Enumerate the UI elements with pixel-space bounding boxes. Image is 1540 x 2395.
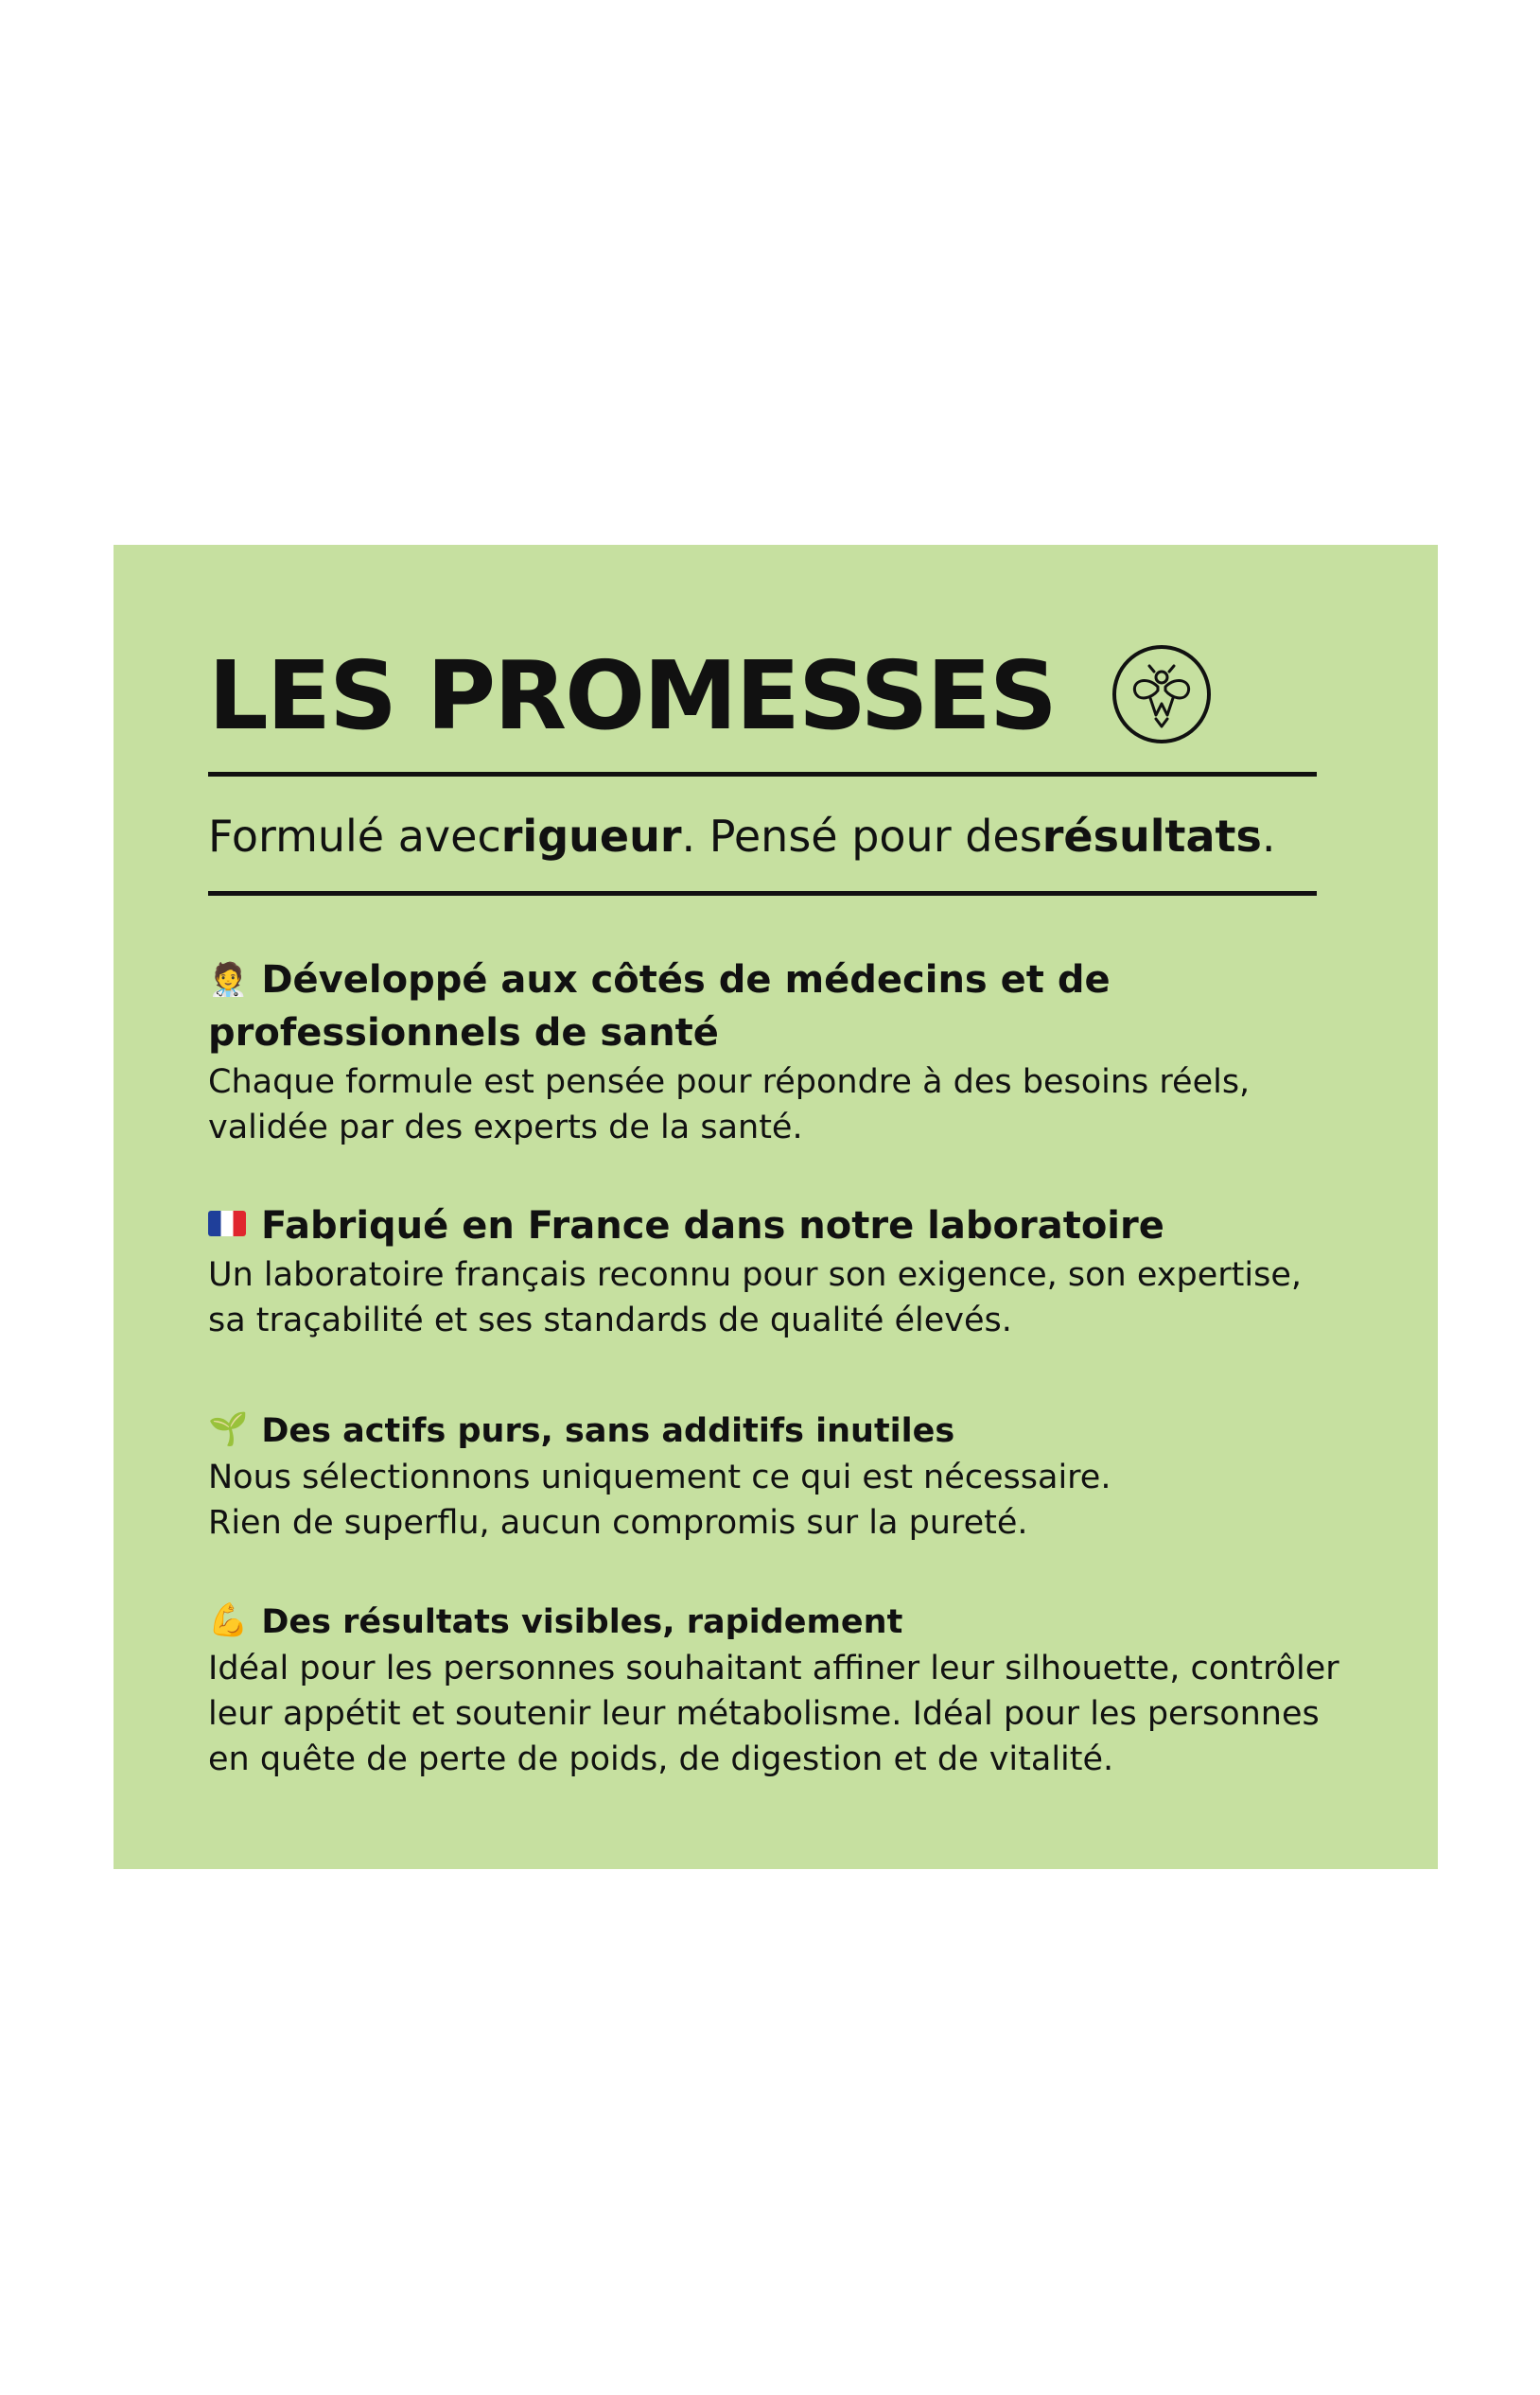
promise-text-line1: Idéal pour les personnes souhaitant affiner leur silhouette, contrôler	[208, 1650, 1339, 1687]
seedling-emoji-icon: 🌱	[208, 1410, 249, 1448]
promise-heading-line1: Développé aux côtés de médecins et de	[261, 958, 1111, 1002]
promise-item-france	[208, 1199, 1381, 1343]
promise-text	[208, 1059, 1381, 1150]
promise-text-line2: sa traçabilité et ses standards de qualité élevés.	[208, 1302, 1012, 1339]
promise-text-line2: leur appétit et soutenir leur métabolisme. Idéal pour les personnes	[208, 1695, 1320, 1733]
promise-heading	[208, 953, 1381, 1059]
promise-item-doctors	[208, 953, 1381, 1150]
promise-heading-line2: professionnels de santé	[208, 1011, 719, 1055]
flexed-biceps-emoji-icon: 💪	[208, 1601, 249, 1639]
doctor-emoji-icon: 🧑‍⚕️	[208, 961, 249, 999]
promise-text	[208, 1252, 1381, 1343]
promise-text-line1: Nous sélectionnons uniquement ce qui est nécessaire.	[208, 1459, 1111, 1496]
tagline-bold-resultats: résultats	[1041, 811, 1262, 862]
promises-panel	[114, 545, 1438, 1869]
tagline-part1: Formulé avec	[208, 811, 501, 862]
promise-heading-text: Des résultats visibles, rapidement	[261, 1603, 903, 1641]
promise-heading-text: Des actifs purs, sans additifs inutiles	[261, 1412, 955, 1450]
promise-text-line2: Rien de superflu, aucun compromis sur la pureté.	[208, 1504, 1028, 1542]
bee-logo-icon	[1111, 643, 1213, 745]
france-flag-icon	[208, 1211, 246, 1236]
promise-text-line1: Chaque formule est pensée pour répondre à des besoins réels,	[208, 1063, 1251, 1101]
tagline	[208, 800, 1317, 872]
divider-bottom	[208, 891, 1317, 896]
promise-item-pure-actives	[208, 1406, 1381, 1546]
promise-text-line3: en quête de perte de poids, de digestion et de vitalité.	[208, 1740, 1114, 1778]
promise-heading	[208, 1199, 1381, 1252]
promise-text-line1: Un laboratoire français reconnu pour son exigence, son expertise,	[208, 1256, 1302, 1294]
tagline-bold-rigueur: rigueur	[500, 811, 682, 862]
tagline-part3: .	[1261, 811, 1276, 862]
promise-text-line2: validée par des experts de la santé.	[208, 1109, 803, 1146]
promise-text	[208, 1455, 1381, 1546]
promise-heading-text: Fabriqué en France dans notre laboratoire	[261, 1204, 1164, 1248]
promise-item-results	[208, 1597, 1381, 1782]
divider-top	[208, 772, 1317, 777]
promise-list	[208, 953, 1381, 1782]
page-title: LES PROMESSES	[208, 640, 1056, 751]
promise-heading	[208, 1406, 1381, 1455]
promise-text	[208, 1646, 1381, 1782]
promise-heading	[208, 1597, 1381, 1646]
tagline-part2: . Pensé pour des	[681, 811, 1042, 862]
